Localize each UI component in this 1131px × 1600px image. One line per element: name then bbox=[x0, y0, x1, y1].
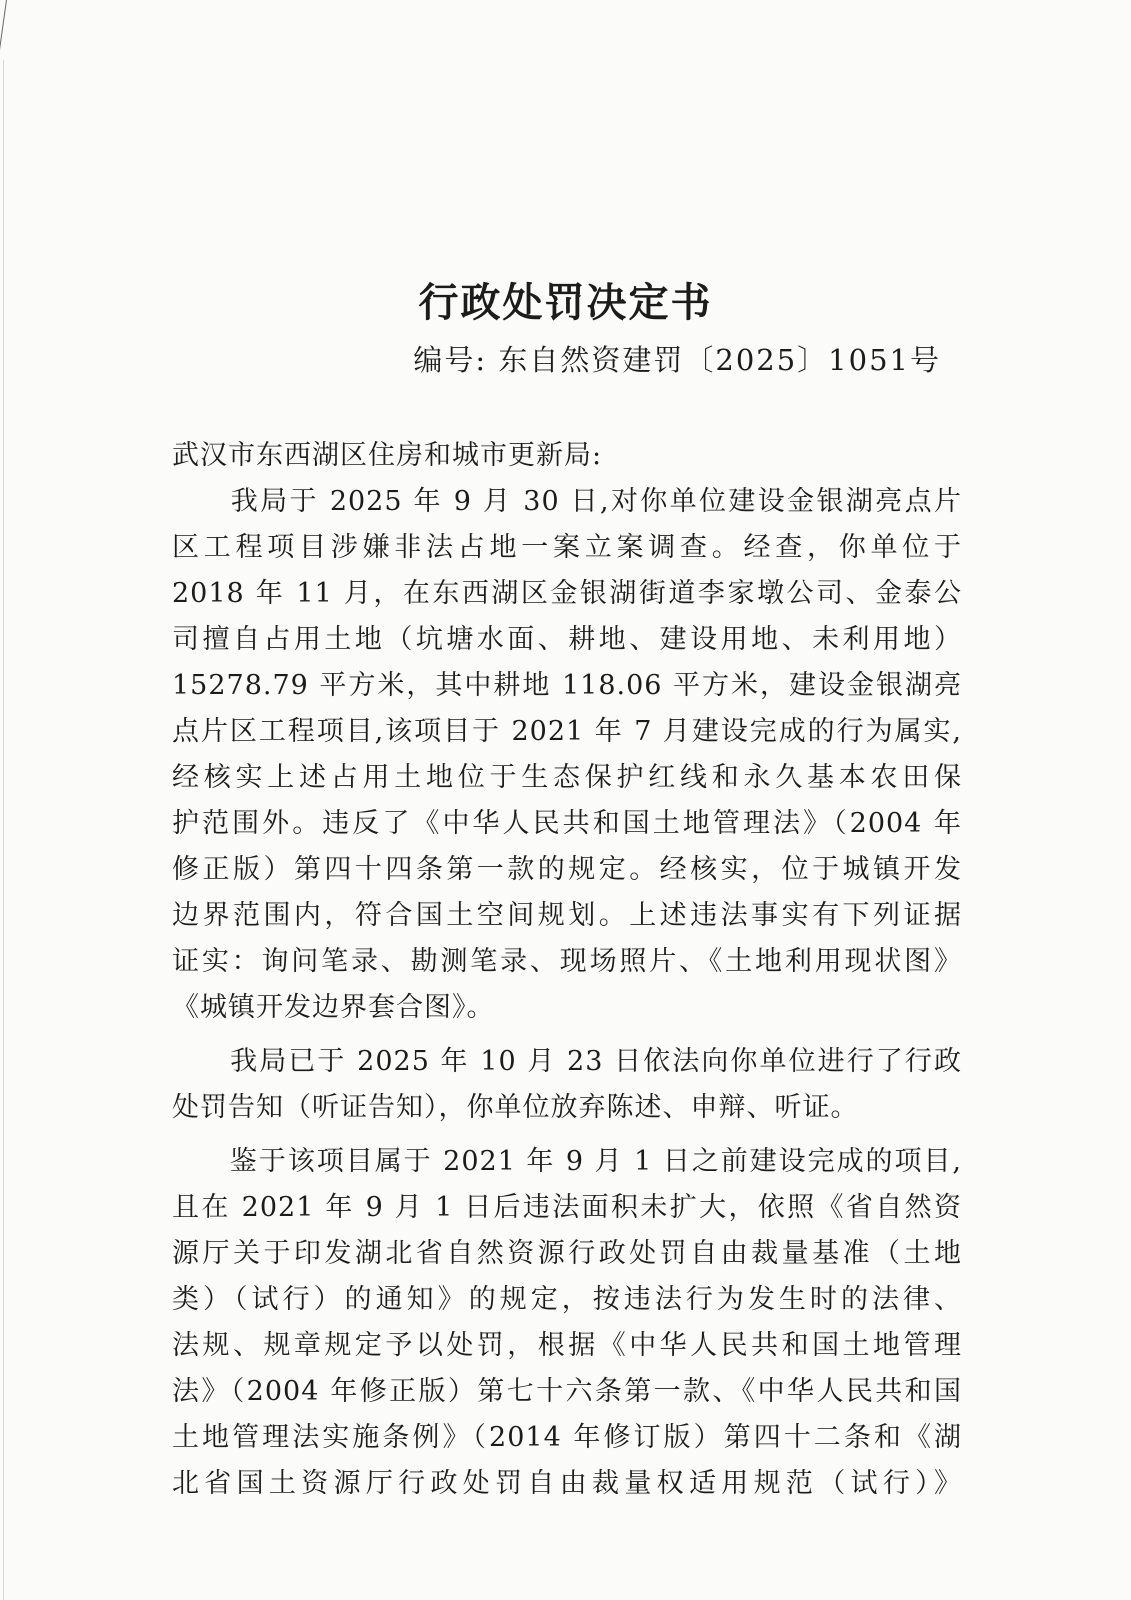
body-line: 类）（试行）的通知》的规定，按违法行为发生时的法律、 bbox=[172, 1284, 962, 1315]
recipient-line: 武汉市东西湖区住房和城市更新局: bbox=[172, 440, 603, 471]
body-line: 15278.79 平方米，其中耕地 118.06 平方米，建设金银湖亮 bbox=[172, 670, 962, 701]
body-line: 我局已于 2025 年 10 月 23 日依法向你单位进行了行政 bbox=[172, 1046, 962, 1077]
body-line: 我局于 2025 年 9 月 30 日,对你单位建设金银湖亮点片 bbox=[172, 486, 962, 517]
body-line: 且在 2021 年 9 月 1 日后违法面积未扩大，依照《省自然资 bbox=[172, 1192, 962, 1223]
body-line: 2018 年 11 月，在东西湖区金银湖街道李家墩公司、金泰公 bbox=[172, 578, 962, 609]
document-title: 行政处罚决定书 bbox=[418, 279, 713, 326]
body-line: 点片区工程项目,该项目于 2021 年 7 月建设完成的行为属实, bbox=[172, 716, 962, 747]
body-line: 法规、规章规定予以处罚，根据《中华人民共和国土地管理 bbox=[172, 1330, 962, 1361]
body-line: 鉴于该项目属于 2021 年 9 月 1 日之前建设完成的项目, bbox=[172, 1146, 962, 1177]
body-line: 北省国土资源厅行政处罚自由裁量权适用规范（试行）》 bbox=[172, 1468, 962, 1499]
body-line: 经核实上述占用土地位于生态保护红线和永久基本农田保 bbox=[172, 762, 962, 793]
document-number: 编号: 东自然资建罚〔2025〕1051号 bbox=[413, 343, 941, 377]
body-line: 土地管理法实施条例》（2014 年修订版）第四十二条和《湖 bbox=[172, 1422, 962, 1453]
body-line: 边界范围内，符合国土空间规划。上述违法事实有下列证据 bbox=[172, 900, 962, 931]
body-line: 证实：询问笔录、勘测笔录、现场照片、《土地利用现状图》 bbox=[172, 946, 962, 977]
document-body bbox=[172, 433, 962, 1507]
body-line: 法》（2004 年修正版）第七十六条第一款、《中华人民共和国 bbox=[172, 1376, 962, 1407]
body-line: 源厅关于印发湖北省自然资源行政处罚自由裁量基准（土地 bbox=[172, 1238, 962, 1269]
body-line: 修正版）第四十四条第一款的规定。经核实，位于城镇开发 bbox=[172, 854, 962, 885]
body-line: 司擅自占用土地（坑塘水面、耕地、建设用地、未利用地） bbox=[172, 624, 962, 655]
scan-edge-mark bbox=[0, 0, 7, 60]
body-line: 区工程项目涉嫌非法占地一案立案调查。经查，你单位于 bbox=[172, 532, 962, 563]
body-line: 处罚告知（听证告知），你单位放弃陈述、申辩、听证。 bbox=[172, 1092, 859, 1123]
body-line: 《城镇开发边界套合图》。 bbox=[172, 992, 495, 1023]
body-line: 护范围外。违反了《中华人民共和国土地管理法》（2004 年 bbox=[172, 808, 962, 839]
